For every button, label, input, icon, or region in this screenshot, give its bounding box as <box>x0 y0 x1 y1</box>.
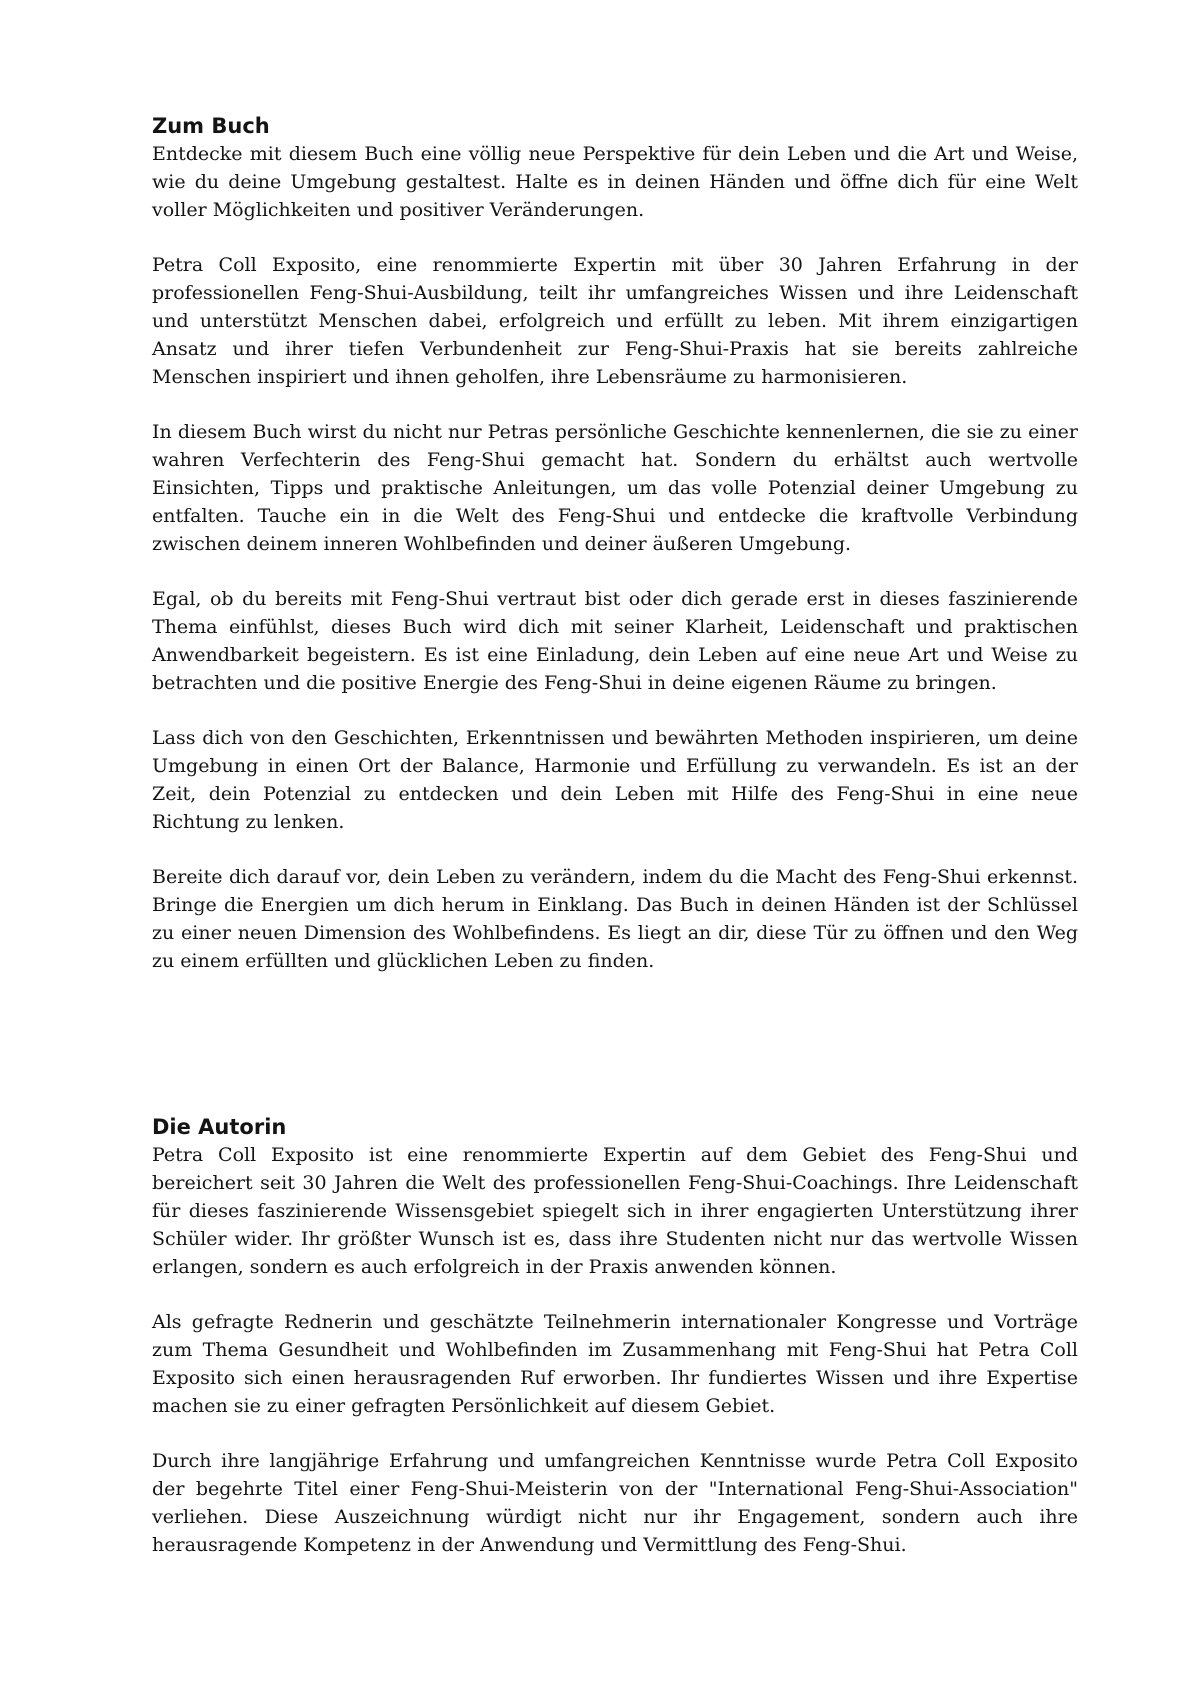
book-section <box>152 112 1078 975</box>
author-section <box>152 1113 1078 1559</box>
book-paragraph-2: Petra Coll Exposito, eine renommierte Expertin mit über 30 Jahren Erfahrung in der professionellen Feng-Shui-Ausbildung, teilt ihr umfangreiches Wissen und ihre Leidenschaft und unterstützt Menschen dabei, erfolgreich und erfüllt zu leben. Mit ihrem einzigartigen Ansatz und ihrer tiefen Verbundenheit zur Feng-Shui-Praxis hat sie bereits zahlreiche Menschen inspiriert und ihnen geholfen, ihre Lebensräume zu harmonisieren. <box>152 254 1078 388</box>
book-paragraph-5: Lass dich von den Geschichten, Erkenntnissen und bewährten Methoden inspirieren, um deine Umgebung in einen Ort der Balance, Harmonie und Erfüllung zu verwandeln. Es ist an der Zeit, dein Potenzial zu entdecken und dein Leben mit Hilfe des Feng-Shui in eine neue Richtung zu lenken. <box>152 727 1078 833</box>
author-heading: Die Autorin <box>152 1115 287 1139</box>
book-paragraph-4: Egal, ob du bereits mit Feng-Shui vertraut bist oder dich gerade erst in dieses faszinierende Thema einfühlst, dieses Buch wird dich mit seiner Klarheit, Leidenschaft und praktischen Anwendbarkeit begeistern. Es ist eine Einladung, dein Leben auf eine neue Art und Weise zu betrachten und die positive Energie des Feng-Shui in deine eigenen Räume zu bringen. <box>152 588 1078 694</box>
section-spacer <box>152 1002 1078 1113</box>
author-paragraph-2: Als gefragte Rednerin und geschätzte Teilnehmerin internationaler Kongresse und Vorträge zum Thema Gesundheit und Wohlbefinden im Zusammenhang mit Feng-Shui hat Petra Coll Exposito sich einen herausragenden Ruf erworben. Ihr fundiertes Wissen und ihre Expertise machen sie zu einer gefragten Persönlichkeit auf diesem Gebiet. <box>152 1311 1078 1417</box>
book-paragraph-1: Entdecke mit diesem Buch eine völlig neue Perspektive für dein Leben und die Art und Weise, wie du deine Umgebung gestaltest. Halte es in deinen Händen und öffne dich für eine Welt voller Möglichkeiten und positiver Veränderungen. <box>152 143 1078 221</box>
book-paragraph-6: Bereite dich darauf vor, dein Leben zu verändern, indem du die Macht des Feng-Shui erkennst. Bringe die Energien um dich herum in Einklang. Das Buch in deinen Händen ist der Schlüssel zu einer neuen Dimension des Wohlbefindens. Es liegt an dir, diese Tür zu öffnen und den Weg zu einem erfüllten und glücklichen Leben zu finden. <box>152 866 1078 972</box>
book-heading: Zum Buch <box>152 114 270 138</box>
document-page <box>152 112 1078 1586</box>
author-paragraph-3: Durch ihre langjährige Erfahrung und umfangreichen Kenntnisse wurde Petra Coll Exposito der begehrte Titel einer Feng-Shui-Meisterin von der "International Feng-Shui-Association" verliehen. Diese Auszeichnung würdigt nicht nur ihr Engagement, sondern auch ihre herausragende Kompetenz in der Anwendung und Vermittlung des Feng-Shui. <box>152 1450 1078 1556</box>
author-paragraph-1: Petra Coll Exposito ist eine renommierte Expertin auf dem Gebiet des Feng-Shui und bereichert seit 30 Jahren die Welt des professionellen Feng-Shui-Coachings. Ihre Leidenschaft für dieses faszinierende Wissensgebiet spiegelt sich in ihrer engagierten Unterstützung ihrer Schüler wider. Ihr größter Wunsch ist es, dass ihre Studenten nicht nur das wertvolle Wissen erlangen, sondern es auch erfolgreich in der Praxis anwenden können. <box>152 1144 1078 1278</box>
book-paragraph-3: In diesem Buch wirst du nicht nur Petras persönliche Geschichte kennenlernen, die sie zu einer wahren Verfechterin des Feng-Shui gemacht hat. Sondern du erhältst auch wertvolle Einsichten, Tipps und praktische Anleitungen, um das volle Potenzial deiner Umgebung zu entfalten. Tauche ein in die Welt des Feng-Shui und entdecke die kraftvolle Verbindung zwischen deinem inneren Wohlbefinden und deiner äußeren Umgebung. <box>152 421 1078 555</box>
